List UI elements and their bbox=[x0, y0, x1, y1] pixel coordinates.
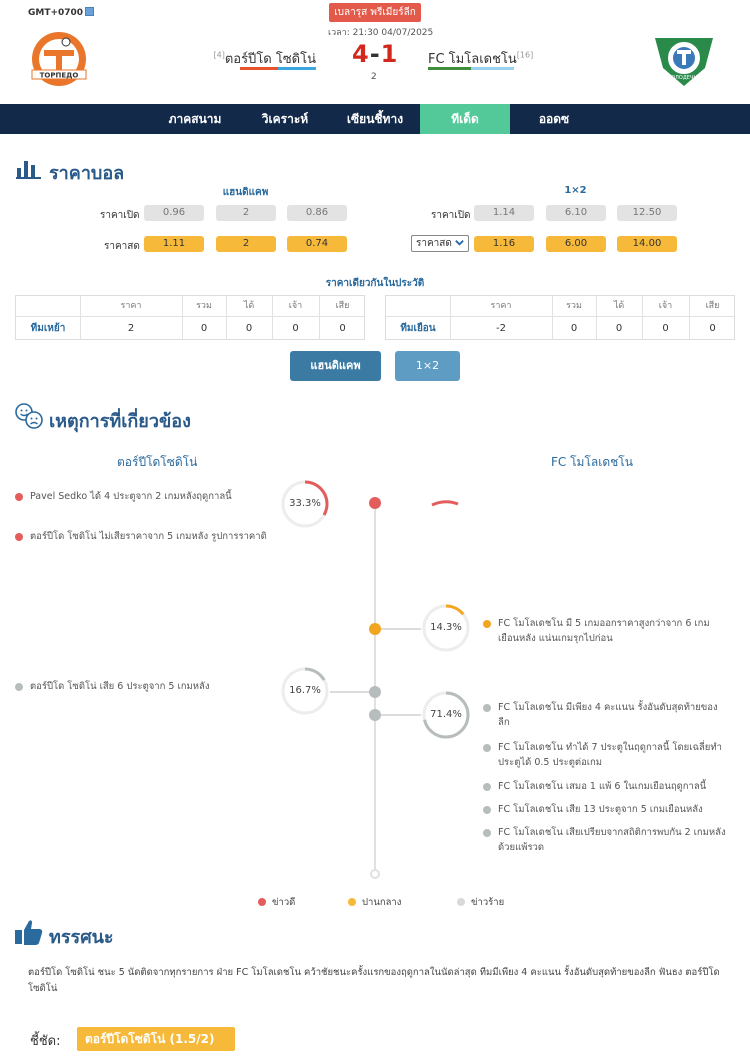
onextwo-live-draw: 6.00 bbox=[546, 236, 606, 252]
onextwo-open-label: ราคาเปิด bbox=[431, 210, 471, 221]
connector-mid bbox=[381, 628, 421, 630]
score-sub-info: 2 bbox=[371, 72, 377, 82]
timeline-axis bbox=[374, 497, 376, 873]
legend-good: ข่าวดี bbox=[258, 895, 295, 910]
home-team-colors bbox=[240, 67, 316, 70]
timezone-selector[interactable]: GMT+0700 bbox=[28, 7, 94, 18]
score: 4-1 bbox=[352, 40, 399, 68]
th-total: รวม bbox=[566, 301, 582, 311]
handicap-open-away: 0.86 bbox=[287, 205, 347, 221]
handicap-open-line: 2 bbox=[216, 205, 276, 221]
away-row-win: 0 bbox=[615, 323, 623, 334]
timeline-node-away-bad bbox=[369, 709, 381, 721]
home-team-name[interactable]: ตอร์ปีโด โซดิโน่ bbox=[224, 52, 316, 67]
away-event-bad-4: FC โมโลเดชโน เสีย 13 ประตูจาก 5 เกมเยือนหลัง bbox=[483, 802, 728, 817]
home-event-3: ตอร์ปีโด โซดิโน่ เสีย 6 ประตูจาก 5 เกมหลัง bbox=[15, 679, 275, 694]
away-event-bad-5: FC โมโลเดชโน เสียเปรียบจากสถิติการพบกัน 2 เกมหลังด้วยแพ้รวด bbox=[483, 825, 728, 855]
away-event-bad-3: FC โมโลเดชโน เสมอ 1 แพ้ 6 ในเกมเยือนฤดูกาลนี้ bbox=[483, 779, 728, 794]
th-price: ราคา bbox=[120, 301, 142, 311]
chevron-down-icon[interactable] bbox=[454, 237, 465, 248]
away-row-loss: 0 bbox=[709, 323, 716, 334]
pick-badge: ตอร์ปีโดโซดิโน่ (1.5/2) bbox=[77, 1027, 235, 1051]
match-time: เวลา: 21:30 04/07/2025 bbox=[328, 28, 434, 38]
history-title: ราคาเดียวกันในประวัติ bbox=[325, 278, 425, 289]
handicap-open-label: ราคาเปิด bbox=[100, 210, 140, 221]
home-rank: [4] bbox=[213, 50, 225, 60]
away-event-bad-1: FC โมโลเดชโน มีเพียง 4 คะแนน รั้งอันดับสุดท้ายของลีก bbox=[483, 700, 728, 730]
timeline-node-home-bad bbox=[369, 686, 381, 698]
home-good-pct: 33.3% bbox=[289, 498, 321, 509]
onextwo-live-home: 1.16 bbox=[474, 236, 534, 252]
tab-field[interactable]: ภาคสนาม bbox=[168, 112, 222, 126]
legend-bad: ข่าวร้าย bbox=[457, 895, 504, 910]
th-total: รวม bbox=[196, 301, 212, 311]
away-mid-pct: 14.3% bbox=[430, 622, 462, 633]
away-mid-gauge bbox=[421, 603, 471, 653]
away-row-draw: 0 bbox=[662, 323, 669, 334]
home-event-1: Pavel Sedko ได้ 4 ประตูจาก 2 เกมหลังฤดูกาลนี้ bbox=[15, 489, 275, 504]
home-event-2: ตอร์ปีโด โซดิโน่ ไม่เสียราคาจาก 5 เกมหลัง รูปการราคาดิ bbox=[15, 529, 275, 544]
league-badge[interactable]: เบลารุส พรีเมียร์ลีก bbox=[329, 3, 421, 22]
th-draw: เจ้า bbox=[288, 301, 303, 311]
th-win: ได้ bbox=[613, 301, 625, 311]
legend-mid: ปานกลาง bbox=[348, 895, 401, 910]
th-loss: เสีย bbox=[705, 301, 720, 311]
away-row-price: -2 bbox=[496, 323, 506, 334]
tab-experts[interactable]: เซียนชี้ทาง bbox=[346, 112, 404, 126]
onextwo-open-away: 12.50 bbox=[617, 205, 677, 221]
home-row-draw: 0 bbox=[292, 323, 299, 334]
away-team-logo[interactable] bbox=[653, 30, 715, 91]
home-bad-pct: 16.7% bbox=[289, 685, 321, 696]
timeline-node-good bbox=[369, 497, 381, 509]
th-win: ได้ bbox=[243, 301, 255, 311]
away-row-team: ทีมเยือน bbox=[400, 323, 436, 334]
onextwo-open-home: 1.14 bbox=[474, 205, 534, 221]
handicap-button[interactable]: แฮนดิแคพ bbox=[290, 351, 381, 381]
handicap-live-home: 1.11 bbox=[144, 236, 204, 252]
away-event-mid-1: FC โมโลเดชโน มี 5 เกมออกราคาสูงกว่าจาก 6 เกมเยือนหลัง แน่นเกมรุกไปก่อน bbox=[483, 616, 728, 646]
away-team-colors bbox=[428, 67, 514, 70]
away-event-bad-2: FC โมโลเดชโน ทำได้ 7 ประตูในฤดูกาลนี้ โดยเฉลี่ยทำประตูได้ 0.5 ประตูต่อเกม bbox=[483, 740, 733, 770]
home-row-win: 0 bbox=[245, 323, 253, 334]
connector-away-bad bbox=[381, 714, 421, 716]
handicap-title: แฮนดิแคพ bbox=[222, 187, 269, 198]
home-events-title: ตอร์ปีโดโซดิโน่ bbox=[117, 455, 198, 469]
onextwo-title: 1×2 bbox=[564, 185, 587, 196]
home-good-gauge bbox=[280, 479, 330, 509]
away-rank: [16] bbox=[516, 50, 534, 60]
th-loss: เสีย bbox=[335, 301, 350, 311]
away-history-table bbox=[385, 295, 735, 340]
home-row-total: 0 bbox=[200, 323, 208, 334]
tab-analysis[interactable]: วิเคราะห์ bbox=[261, 112, 309, 126]
home-team[interactable] bbox=[213, 48, 316, 69]
thumbs-up-icon bbox=[14, 918, 44, 946]
opinion-title: ทรรศนะ bbox=[49, 927, 114, 948]
away-events-title: FC โมโลเดชโน bbox=[551, 455, 633, 469]
away-team-name[interactable]: FC โมโลเดชโน bbox=[428, 52, 517, 67]
home-logo-text: ТОРПЕДО bbox=[39, 71, 79, 80]
onextwo-button[interactable]: 1×2 bbox=[395, 351, 460, 381]
home-bad-gauge bbox=[280, 666, 330, 716]
away-row-total: 0 bbox=[570, 323, 578, 334]
tab-tips[interactable]: ทีเด็ด bbox=[420, 104, 510, 134]
pick-label: ชี้ชัด: bbox=[30, 1034, 61, 1049]
onextwo-price-select[interactable]: ราคาสด bbox=[411, 235, 469, 252]
faces-icon bbox=[14, 402, 44, 430]
bar-chart-icon bbox=[16, 158, 42, 180]
handicap-live-line: 2 bbox=[216, 236, 276, 252]
connector-home-bad bbox=[330, 691, 370, 693]
away-logo-text: МОЛОДЕЧНО bbox=[666, 75, 702, 81]
away-bad-pct: 71.4% bbox=[430, 709, 462, 720]
opinion-text: ตอร์ปีโด โซดิโน่ ชนะ 5 นัดติดจากทุกรายการ ฝ่าย FC โมโลเดชโน คว้าชัยชนะครั้งแรกของฤดูกาลในนัดล่าสุด ทีมมีเพียง 4 คะแนน รั้งอันดับสุดท้ายของลีก ฟันธง ตอร์ปีโด โซดิโน่ bbox=[28, 967, 720, 994]
home-row-price: 2 bbox=[127, 323, 135, 334]
onextwo-open-draw: 6.10 bbox=[546, 205, 606, 221]
home-team-logo[interactable] bbox=[30, 30, 88, 91]
home-history-table bbox=[15, 295, 365, 340]
main-nav bbox=[0, 104, 750, 134]
th-draw: เจ้า bbox=[658, 301, 673, 311]
onextwo-live-away: 14.00 bbox=[617, 236, 677, 252]
handicap-live-away: 0.74 bbox=[287, 236, 347, 252]
th-price: ราคา bbox=[490, 301, 512, 311]
match-header bbox=[0, 0, 750, 104]
timezone-dropdown-icon[interactable] bbox=[85, 7, 94, 16]
away-bad-gauge bbox=[421, 690, 471, 740]
events-title: เหตุการที่เกี่ยวข้อง bbox=[49, 411, 191, 432]
home-row-loss: 0 bbox=[339, 323, 346, 334]
timeline-node-mid bbox=[369, 623, 381, 635]
home-row-team: ทีมเหย้า bbox=[30, 323, 66, 334]
handicap-open-home: 0.96 bbox=[144, 205, 204, 221]
handicap-live-label: ราคาสด bbox=[104, 241, 140, 252]
timeline-end bbox=[370, 869, 380, 879]
tab-odds[interactable]: ออดซ bbox=[538, 112, 570, 126]
odds-title: ราคาบอล bbox=[49, 163, 125, 184]
away-good-gauge-edge bbox=[430, 499, 460, 505]
away-team[interactable] bbox=[428, 48, 533, 69]
